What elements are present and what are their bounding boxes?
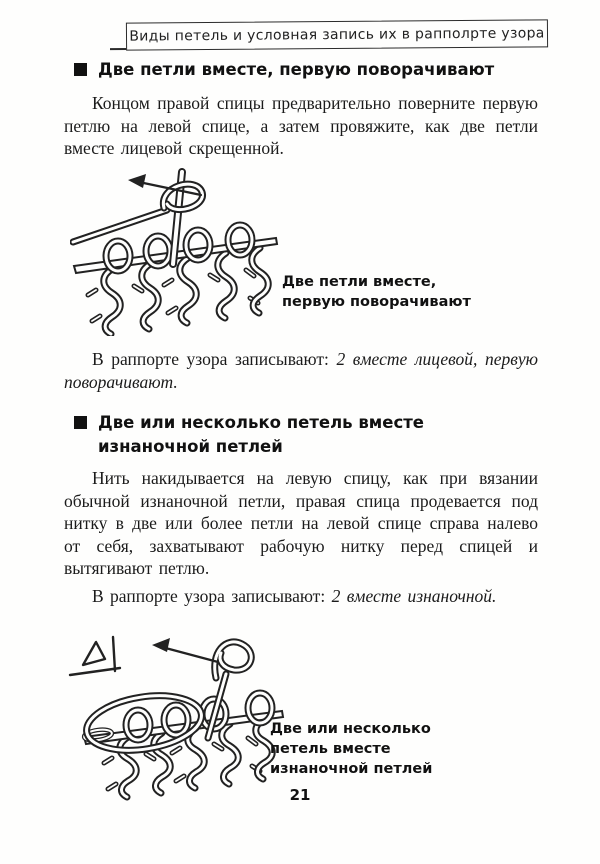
twist-symbol-icon bbox=[70, 637, 120, 675]
running-header-title: Виды петель и условная запись их в рапполрте узора bbox=[129, 25, 545, 45]
section-1-paragraph: Концом правой спицы предварительно поверните первую петлю на левой спице, а затем провяжите, как две петли вместе лицевой скрещенной. bbox=[64, 93, 538, 158]
direction-arrow-icon bbox=[152, 638, 218, 662]
section-2-rapport bbox=[64, 585, 538, 608]
section-bullet-icon bbox=[74, 63, 87, 76]
section-heading-1 bbox=[74, 58, 538, 82]
rapport-2-prefix: В раппорте узора записывают: bbox=[92, 586, 332, 606]
section-1-rapport bbox=[64, 348, 538, 393]
running-header bbox=[126, 19, 548, 50]
knitting-diagram-purl-together bbox=[68, 634, 304, 806]
section-bullet-icon bbox=[74, 416, 87, 429]
figure-1-caption: Две петли вместе, первую поворачивают bbox=[282, 274, 471, 310]
page-number: 21 bbox=[289, 786, 311, 804]
knitting-diagram-1-svg bbox=[70, 168, 292, 336]
section-heading-2-label: Две или несколько петель вместе изнаночной петлей bbox=[98, 413, 424, 456]
rapport-1-prefix: В раппорте узора записывают: bbox=[92, 349, 337, 369]
rapport-1-notation: 2 вместе лицевой, первую поворачивают. bbox=[64, 349, 538, 392]
section-2-paragraph: Нить накидывается на левую спицу, как при вязании обычной изнаночной петли, правая спица продевается под нитку в две или более петли на левой спице справа налево от себя, захватывают рабочую нитку перед спицей и вытягивают петлю. bbox=[64, 468, 538, 578]
section-heading-2 bbox=[74, 411, 498, 459]
section-heading-1-label: Две петли вместе, первую поворачивают bbox=[98, 60, 495, 79]
knitting-diagram-2-svg bbox=[68, 634, 304, 806]
rapport-2-notation: 2 вместе изнаночной. bbox=[331, 586, 497, 606]
figure-2-caption: Две или несколько петель вместе изнаночной петлей bbox=[270, 721, 433, 777]
knitting-diagram-knit-two-together bbox=[70, 168, 292, 336]
